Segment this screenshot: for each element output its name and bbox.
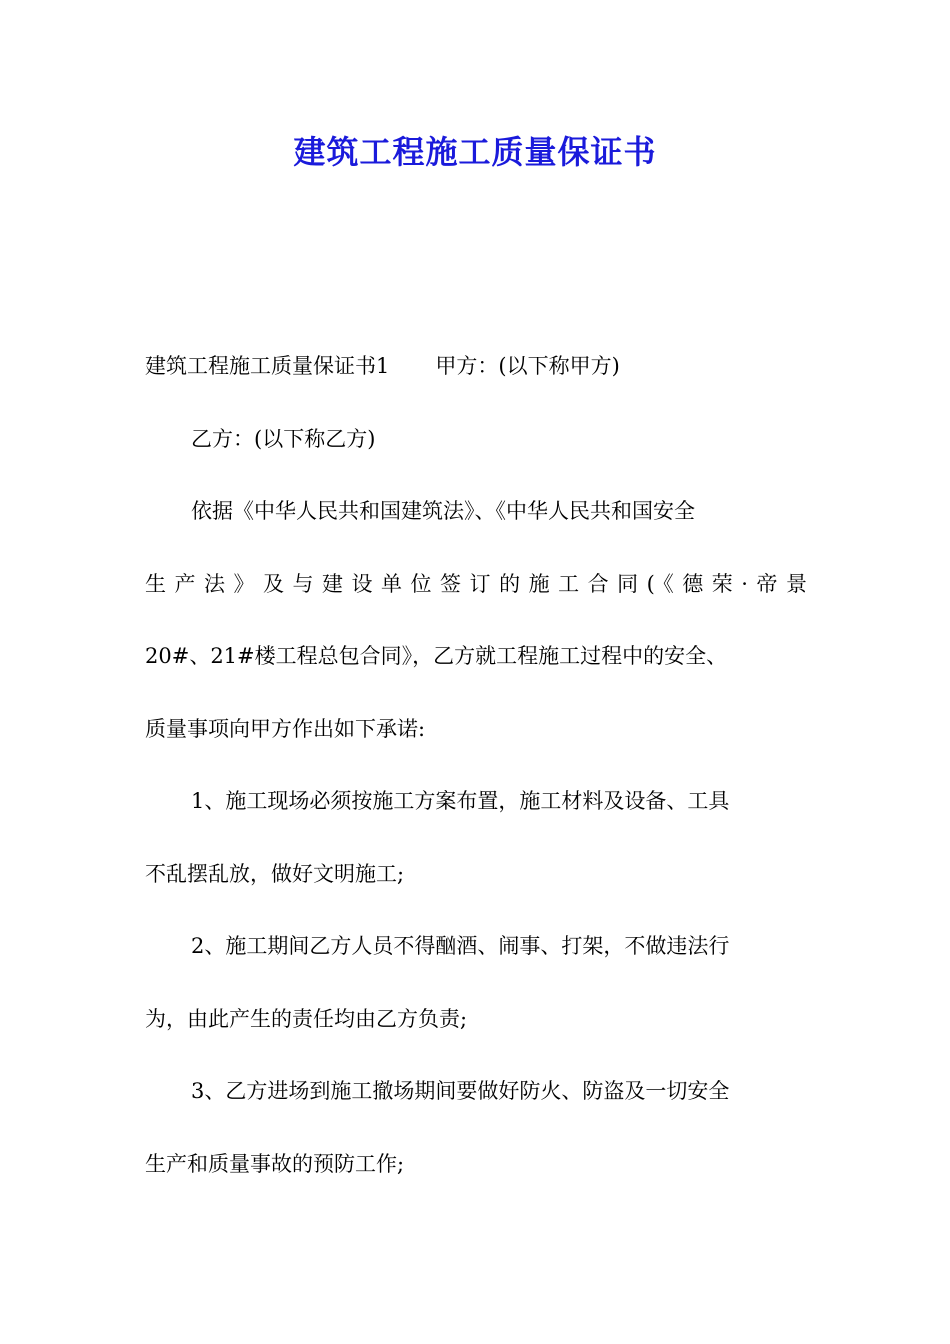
- paragraph-line: 2、施工期间乙方人员不得酗酒、闹事、打架，不做违法行: [191, 934, 730, 958]
- paragraph-line: 3、乙方进场到施工撤场期间要做好防火、防盗及一切安全: [191, 1079, 730, 1103]
- document-body: [145, 330, 807, 1200]
- party-a-label: 甲方：(以下称甲方): [435, 354, 620, 378]
- paragraph-line: 依据《中华人民共和国建筑法》、《中华人民共和国安全: [191, 499, 695, 523]
- paragraph-line: 20#、21#楼工程总包合同》，乙方就工程施工过程中的安全、: [145, 644, 728, 668]
- paragraph-line: 生产和质量事故的预防工作;: [145, 1151, 405, 1176]
- paragraph-line: 1、施工现场必须按施工方案布置，施工材料及设备、工具: [191, 789, 730, 813]
- paragraph-line: [145, 330, 807, 403]
- paragraph-line: 不乱摆乱放，做好文明施工;: [145, 861, 405, 886]
- paragraph-line: 乙方：(以下称乙方): [191, 426, 376, 451]
- document-title: 建筑工程施工质量保证书: [293, 133, 657, 171]
- section-heading: 建筑工程施工质量保证书1: [145, 354, 390, 378]
- paragraph-line: 质量事项向甲方作出如下承诺:: [145, 716, 426, 741]
- paragraph-line: 为，由此产生的责任均由乙方负责;: [145, 1006, 468, 1031]
- paragraph-line: 生产法》及与建设单位签订的施工合同(《德荣·帝景: [145, 571, 807, 596]
